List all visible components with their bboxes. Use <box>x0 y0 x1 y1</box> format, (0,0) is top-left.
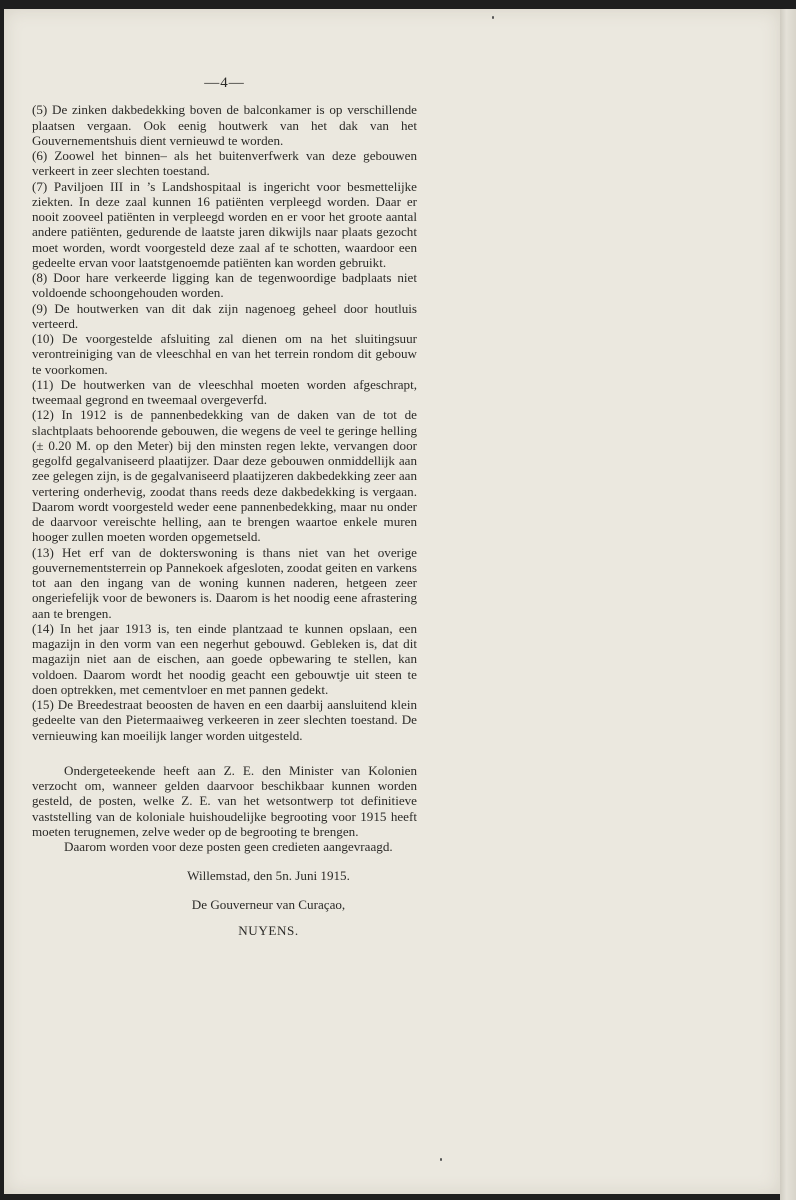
paragraph-5: (5) De zinken dakbedekking boven de balconkamer is op verschillende plaatsen vergaan. Ook eenig houtwerk van het dak van het Gouvernementshuis dient vernieuwd te worden. <box>32 102 417 148</box>
paragraph-11: (11) De houtwerken van de vleeschhal moeten worden afgeschrapt, tweemaal gegrond en tweemaal overgeverfd. <box>32 376 417 407</box>
page-number: —4— <box>204 75 245 91</box>
paragraph-12: (12) In 1912 is de pannenbedekking van de daken van de tot de slachtplaats behoorende gebouwen, die wegens de veel te geringe helling (± 0.20 M. op den Meter) bij den minsten regen lekte, vervangen door gegolfd gegalvaniseerd plaatijzer. Daar deze gebouwen onmiddellijk aan zee gelegen zijn, is de gegalvaniseerd plaatijzeren dakbedekking zeer aan vertering onderhevig, zoodat thans reeds deze dakbedekking is vergaan. Daarom wordt voorgesteld weder eene pannenbedekking, maar nu onder de daarvoor vereischte helling, aan te brengen waartoe enkele muren hooger zullen moeten worden opgemetseld. <box>32 407 417 545</box>
signatory-name: NUYENS. <box>238 922 299 938</box>
paragraph-7: (7) Paviljoen III in ’s Landshospitaal is ingericht voor besmettelijke ziekten. In deze zaal kunnen 16 patiënten verpleegd worden. Daar er nooit zooveel patiënten in verpleegd worden en er voor het groote aantal andere patiënten, gedurende de laatste jaren dikwijls naar plaats gezocht moet worden, wordt voorgesteld deze zaal af te schotten, waardoor een gedeelte ervan voor laatstgenoemde patiënten kan worden gebruikt. <box>32 178 417 270</box>
place-date: Willemstad, den 5n. Juni 1915. <box>187 868 350 884</box>
paragraph-8: (8) Door hare verkeerde ligging kan de tegenwoordige badplaats niet voldoende schoongehouden worden. <box>32 270 417 301</box>
paragraph-13: (13) Het erf van de dokterswoning is thans niet van het overige gouvernementsterrein op Pannekoek afgesloten, zoodat geiten en varkens tot aan den ingang van de woning kunnen naderen, hetgeen zeer ongeriefelijk voor de bewoners is. Daarom is het noodig eene afrastering aan te brengen. <box>32 544 417 621</box>
signatory-title: De Gouverneur van Curaçao, <box>191 896 346 912</box>
paragraph-6: (6) Zoowel het binnen– als het buitenverfwerk van deze gebouwen verkeert in zeer slechten toestand. <box>32 148 417 179</box>
page-speck <box>440 1158 442 1161</box>
closing-paragraph: Ondergeteekende heeft aan Z. E. den Minister van Kolonien verzocht om, wanneer gelden daarvoor beschikbaar kunnen worden gesteld, de posten, welke Z. E. van het wetsontwerp tot definitieve vaststelling van de koloniale huishoudelijke begrooting voor 1915 heeft moeten terugnemen, zelve weder op de begrooting te brengen. <box>32 762 417 839</box>
closing-paragraph: Daarom worden voor deze posten geen credieten aangevraagd. <box>64 839 393 854</box>
paragraph-14: (14) In het jaar 1913 is, ten einde plantzaad te kunnen opslaan, een magazijn in den vorm van een negerhut gebouwd. Gebleken is, dat dit magazijn niet aan de eischen, aan goede opbewaring te stellen, kan voldoen. Daarom wordt het noodig geacht een gebouwtje uit steen te doen optrekken, met cementvloer en met pannen gedekt. <box>32 620 417 697</box>
paragraph-9: (9) De houtwerken van dit dak zijn nagenoeg geheel door houtluis verteerd. <box>32 300 417 331</box>
paragraph-10: (10) De voorgestelde afsluiting zal dienen om na het sluitingsuur verontreiniging van de vleeschhal en van het terrein rondom dit gebouw te voorkomen. <box>32 331 417 377</box>
page-speck <box>492 16 494 19</box>
closing-section <box>32 763 417 855</box>
paragraph-15: (15) De Breedestraat beoosten de haven en een daarbij aansluitend klein gedeelte van den Pietermaaiweg verkeeren in zeer slechten toestand. De vernieuwing kan moeilijk langer worden uitgesteld. <box>32 697 417 743</box>
document-text <box>32 76 417 938</box>
page-edge <box>780 9 796 1200</box>
